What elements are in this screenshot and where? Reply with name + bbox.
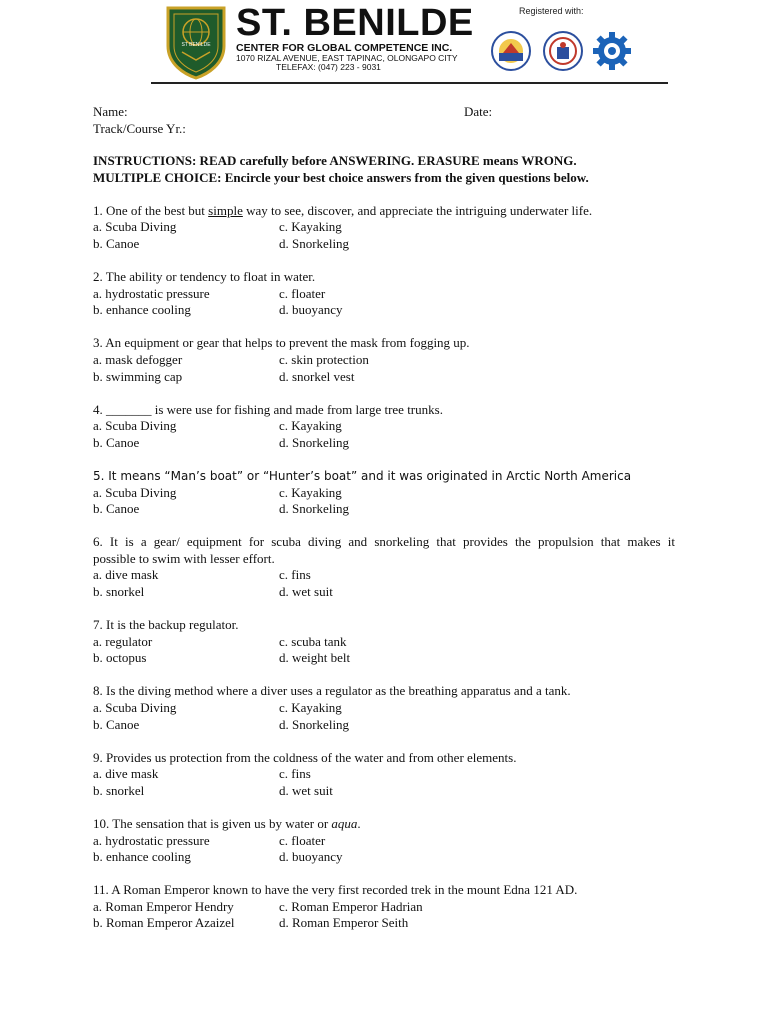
option-a[interactable]: a. Scuba Diving xyxy=(93,219,177,235)
options-row-2 xyxy=(93,717,675,734)
date-label: Date: xyxy=(464,104,493,119)
option-c[interactable]: c. fins xyxy=(279,567,311,583)
option-b[interactable]: b. enhance cooling xyxy=(93,302,191,318)
track-label: Track/Course Yr.: xyxy=(93,120,186,136)
options-row-2 xyxy=(93,584,675,601)
option-d[interactable]: d. Snorkeling xyxy=(279,434,350,450)
brand-block xyxy=(236,4,486,72)
option-b[interactable]: b. Canoe xyxy=(93,716,140,732)
option-d[interactable]: d. weight belt xyxy=(279,650,351,666)
question-11 xyxy=(93,882,675,932)
option-d[interactable]: d. buoyancy xyxy=(279,302,343,318)
options-row-1 xyxy=(93,418,675,435)
question-2 xyxy=(93,269,675,319)
option-b[interactable]: b. snorkel xyxy=(93,782,145,798)
option-a[interactable]: a. Scuba Diving xyxy=(93,700,177,716)
name-date-row xyxy=(93,104,675,121)
option-b[interactable]: b. enhance cooling xyxy=(93,849,191,865)
question-7 xyxy=(93,617,675,667)
question-8 xyxy=(93,683,675,733)
question-text: 7. It is the backup regulator. xyxy=(93,617,239,633)
instructions-line-1: INSTRUCTIONS: READ carefully before ANSWERING. ERASURE means WRONG. xyxy=(93,153,577,169)
quiz-document xyxy=(93,104,675,932)
option-d[interactable]: d. snorkel vest xyxy=(279,368,355,384)
tesda-gear-logo xyxy=(592,31,632,71)
option-c[interactable]: c. Kayaking xyxy=(279,219,342,235)
question-text: 3. An equipment or gear that helps to prevent the mask from fogging up. xyxy=(93,335,470,351)
options-row-1 xyxy=(93,899,675,916)
option-c[interactable]: c. floater xyxy=(279,832,326,848)
option-b[interactable]: b. Canoe xyxy=(93,236,140,252)
header-divider xyxy=(151,82,668,84)
option-a[interactable]: a. mask defogger xyxy=(93,352,183,368)
option-a[interactable]: a. Scuba Diving xyxy=(93,484,177,500)
shield-text: ST BENILDE xyxy=(181,42,211,48)
question-text: 11. A Roman Emperor known to have the very first recorded trek in the mount Edna 121 AD. xyxy=(93,882,578,898)
question-text: 5. It means “Man’s boat” or “Hunter’s boat” and it was originated in Arctic North America xyxy=(93,469,632,483)
question-text: 2. The ability or tendency to float in water. xyxy=(93,269,316,285)
options-row-1 xyxy=(93,286,675,303)
option-d[interactable]: d. wet suit xyxy=(279,584,333,600)
option-a[interactable]: a. hydrostatic pressure xyxy=(93,285,210,301)
question-text: 10. The sensation that is given us by water or aqua. xyxy=(93,816,361,831)
options-row-2 xyxy=(93,650,675,667)
options-row-1 xyxy=(93,219,675,236)
options-row-1 xyxy=(93,634,675,651)
option-c[interactable]: c. floater xyxy=(279,285,326,301)
options-row-1 xyxy=(93,567,675,584)
option-c[interactable]: c. Kayaking xyxy=(279,418,342,434)
option-c[interactable]: c. scuba tank xyxy=(279,633,347,649)
option-c[interactable]: c. fins xyxy=(279,766,311,782)
question-text-line-2: possible to swim with lesser effort. xyxy=(93,550,275,566)
option-d[interactable]: d. Snorkeling xyxy=(279,236,350,252)
options-row-2 xyxy=(93,435,675,452)
question-10 xyxy=(93,816,675,866)
question-text: 4. _______ is were use for fishing and made from large tree trunks. xyxy=(93,401,443,417)
brand-telefax: TELEFAX: (047) 223 - 9031 xyxy=(276,62,381,72)
registered-with-label: Registered with: xyxy=(519,6,584,16)
option-c[interactable]: c. Kayaking xyxy=(279,484,342,500)
option-c[interactable]: c. Roman Emperor Hadrian xyxy=(279,898,423,914)
options-row-2 xyxy=(93,302,675,319)
options-row-1 xyxy=(93,833,675,850)
question-3 xyxy=(93,335,675,385)
option-a[interactable]: a. dive mask xyxy=(93,567,159,583)
question-5 xyxy=(93,468,675,518)
question-1 xyxy=(93,203,675,253)
instructions-line-2: MULTIPLE CHOICE: Encircle your best choice answers from the given questions below. xyxy=(93,169,589,185)
letterhead xyxy=(0,0,768,88)
options-row-1 xyxy=(93,485,675,502)
option-a[interactable]: a. hydrostatic pressure xyxy=(93,832,210,848)
question-text-line-1: 6. It is a gear/ equipment for scuba diving and snorkeling that provides the propulsion that makes it xyxy=(93,534,675,550)
school-shield-logo xyxy=(166,6,226,80)
options-row-2 xyxy=(93,236,675,253)
options-row-2 xyxy=(93,849,675,866)
options-row-1 xyxy=(93,352,675,369)
options-row-2 xyxy=(93,369,675,386)
option-a[interactable]: a. dive mask xyxy=(93,766,159,782)
question-4 xyxy=(93,402,675,452)
option-d[interactable]: d. buoyancy xyxy=(279,849,343,865)
option-d[interactable]: d. Snorkeling xyxy=(279,501,350,517)
brand-subtitle: CENTER FOR GLOBAL COMPETENCE INC. xyxy=(236,42,453,54)
brand-address: 1070 RIZAL AVENUE, EAST TAPINAC, OLONGAPO CITY xyxy=(236,53,458,63)
options-row-2 xyxy=(93,783,675,800)
question-text: 8. Is the diving method where a diver uses a regulator as the breathing apparatus and a tank. xyxy=(93,683,571,699)
option-a[interactable]: a. regulator xyxy=(93,633,153,649)
question-6 xyxy=(93,534,675,600)
name-label: Name: xyxy=(93,104,128,119)
question-text: 9. Provides us protection from the coldness of the water and from other elements. xyxy=(93,749,517,765)
option-a[interactable]: a. Roman Emperor Hendry xyxy=(93,898,234,914)
options-row-1 xyxy=(93,700,675,717)
brand-name: ST. BENILDE xyxy=(236,2,474,44)
option-b[interactable]: b. swimming cap xyxy=(93,368,183,384)
question-9 xyxy=(93,750,675,800)
question-text: 1. One of the best but simple way to see, discover, and appreciate the intriguing underwater life. xyxy=(93,202,593,218)
option-d[interactable]: d. Roman Emperor Seith xyxy=(279,915,409,931)
option-b[interactable]: b. octopus xyxy=(93,650,147,666)
options-row-2 xyxy=(93,915,675,932)
option-d[interactable]: d. Snorkeling xyxy=(279,716,350,732)
instructions xyxy=(93,153,675,186)
option-c[interactable]: c. skin protection xyxy=(279,352,369,368)
option-b[interactable]: b. Canoe xyxy=(93,501,140,517)
government-seal xyxy=(491,31,531,71)
options-row-1 xyxy=(93,766,675,783)
option-c[interactable]: c. Kayaking xyxy=(279,700,342,716)
option-b[interactable]: b. Canoe xyxy=(93,434,140,450)
option-b[interactable]: b. Roman Emperor Azaizel xyxy=(93,915,235,931)
track-row xyxy=(93,121,675,138)
option-b[interactable]: b. snorkel xyxy=(93,584,145,600)
education-seal xyxy=(543,31,583,71)
option-d[interactable]: d. wet suit xyxy=(279,782,333,798)
option-a[interactable]: a. Scuba Diving xyxy=(93,418,177,434)
options-row-2 xyxy=(93,501,675,518)
